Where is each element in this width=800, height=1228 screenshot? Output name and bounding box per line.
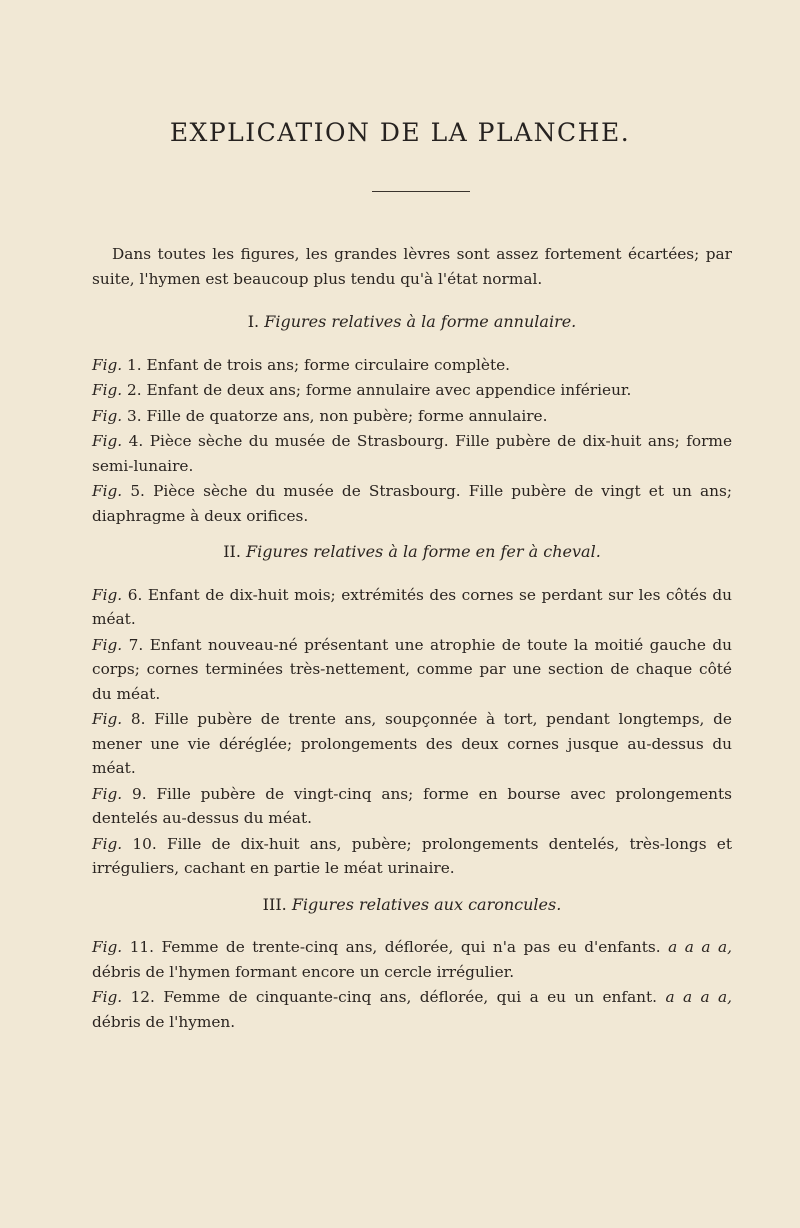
fig-description-cont: débris de l'hymen formant encore un cercle irrégulier. — [92, 962, 515, 981]
fig-number: 7. — [128, 635, 144, 654]
fig-description: Fille de quatorze ans, non pubère; forme annulaire. — [146, 406, 548, 425]
fig-abbrev: Fig. — [92, 710, 123, 728]
fig-abbrev: Fig. — [92, 355, 123, 374]
fig-abbrev: Fig. — [92, 635, 123, 654]
figure-entry — [92, 378, 732, 403]
fig-abbrev: Fig. — [92, 406, 123, 425]
fig-description: Enfant de deux ans; forme annulaire avec appendice inférieur. — [146, 381, 632, 399]
figure-entry — [92, 353, 732, 378]
fig-description: Enfant nouveau-né présentant une atrophie de toute la moitié gauche du corps; cornes terminées très-nettement, comme par une section de chaque côté du méat. — [92, 635, 732, 703]
fig-description: Fille pubère de trente ans, soupçonnée à tort, pendant longtemps, de mener une vie déréglée; prolongements des deux cornes jusque au-dessus du méat. — [92, 710, 732, 777]
fig-number: 8. — [130, 710, 146, 728]
figure-entry — [92, 404, 732, 429]
title-divider — [372, 191, 470, 192]
intro-paragraph: Dans toutes les figures, les grandes lèvres sont assez fortement écartées; par suite, l'hymen est beaucoup plus tendu qu'à l'état normal. — [92, 245, 732, 288]
page-title: EXPLICATION DE LA PLANCHE. — [169, 118, 631, 147]
fig-abbrev: Fig. — [92, 482, 123, 500]
fig-description: Fille pubère de vingt-cinq ans; forme en bourse avec prolongements dentelés au-dessus du méat. — [92, 784, 732, 827]
section-heading-3 — [92, 893, 732, 918]
fig-abbrev: Fig. — [92, 988, 123, 1006]
page-body — [92, 242, 732, 1035]
figure-entry — [92, 479, 732, 528]
section-label: Figures relatives à la forme annulaire. — [264, 312, 577, 331]
fig-abbrev: Fig. — [92, 834, 123, 853]
fig-abbrev: Fig. — [92, 938, 123, 956]
figure-entry — [92, 633, 732, 707]
fig-abbrev: Fig. — [92, 784, 123, 803]
figure-entry — [92, 935, 732, 984]
section-heading-2 — [92, 540, 732, 565]
fig-description: Femme de trente-cinq ans, déflorée, qui n'a pas eu d'enfants. — [161, 938, 661, 956]
figure-entry — [92, 707, 732, 781]
fig-description: Pièce sèche du musée de Strasbourg. Fille pubère de dix-huit ans; forme semi-lunaire. — [92, 432, 732, 475]
section-heading-1 — [92, 310, 732, 335]
fig-number: 11. — [129, 938, 155, 956]
fig-number: 1. — [127, 355, 142, 374]
fig-description: Enfant de trois ans; forme circulaire complète. — [146, 355, 511, 374]
fig-description: Fille de dix-huit ans, pubère; prolongements dentelés, très-longs et irréguliers, cachant en partie le méat urinaire. — [92, 834, 732, 877]
fig-number: 4. — [128, 432, 144, 450]
figure-entry — [92, 583, 732, 632]
fig-description-cont: débris de l'hymen. — [92, 1012, 236, 1031]
fig-number: 9. — [132, 784, 147, 803]
fig-number: 2. — [127, 381, 142, 399]
fig-description: Femme de cinquante-cinq ans, déflorée, qui a eu un enfant. — [163, 988, 658, 1006]
figure-entry — [92, 832, 732, 881]
figure-entry — [92, 429, 732, 478]
fig-letters: a a a a, — [665, 988, 732, 1006]
section-numeral: III. — [262, 894, 287, 914]
fig-letters: a a a a, — [668, 938, 732, 956]
figure-entry — [92, 985, 732, 1034]
section-label: Figures relatives aux caroncules. — [291, 894, 562, 914]
fig-number: 6. — [127, 585, 143, 604]
section-numeral: II. — [223, 542, 241, 561]
section-label: Figures relatives à la forme en fer à cheval. — [246, 542, 601, 561]
fig-number: 12. — [130, 988, 155, 1006]
fig-description: Pièce sèche du musée de Strasbourg. Fille pubère de vingt et un ans; diaphragme à deux orifices. — [92, 482, 732, 525]
fig-number: 10. — [132, 834, 157, 853]
fig-number: 3. — [127, 406, 142, 425]
fig-description: Enfant de dix-huit mois; extrémités des cornes se perdant sur les côtés du méat. — [92, 585, 732, 628]
fig-abbrev: Fig. — [92, 585, 123, 604]
fig-number: 5. — [130, 482, 145, 500]
figure-entry — [92, 782, 732, 831]
fig-abbrev: Fig. — [92, 432, 123, 450]
fig-abbrev: Fig. — [92, 381, 123, 399]
section-numeral: I. — [247, 312, 260, 331]
